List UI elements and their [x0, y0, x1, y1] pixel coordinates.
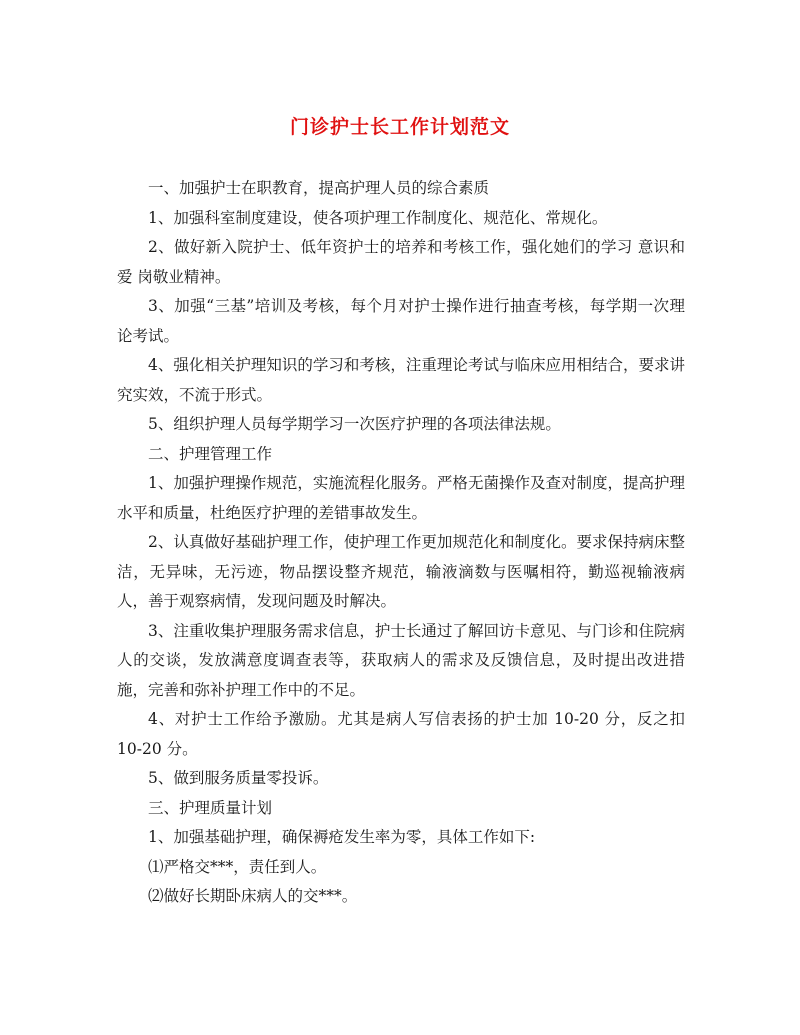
section-heading-2: 二、护理管理工作 — [148, 444, 273, 463]
section-heading-3: 三、护理质量计划 — [148, 798, 273, 817]
paragraph: 5、组织护理人员每学期学习一次医疗护理的各项法律法规。 — [148, 415, 561, 433]
paragraph: 2、认真做好基础护理工作，使护理工作更加规范化和制度化。要求保持病床整洁，无异味，无污迹，物品摆设整齐规范，输液滴数与医嘱相符，勤巡视输液病人，善于观察病情，发现问题及时解决。 — [117, 533, 685, 610]
paragraph: 3、注重收集护理服务需求信息，护士长通过了解回访卡意见、与门诊和住院病人的交谈，发放满意度调查表等，获取病人的需求及反馈信息，及时提出改进措施，完善和弥补护理工作中的不足。 — [117, 621, 685, 699]
list-item: ⑵做好长期卧床病人的交***。 — [148, 887, 358, 905]
list-item: ⑴严格交***，责任到人。 — [148, 857, 327, 876]
paragraph: 4、强化相关护理知识的学习和考核，注重理论考试与临床应用相结合，要求讲究实效，不流于形式。 — [117, 356, 685, 404]
paragraph: 4、对护士工作给予激励。尤其是病人写信表扬的护士加 10-20 分，反之扣10-20 分。 — [117, 710, 685, 758]
paragraph: 1、加强科室制度建设，使各项护理工作制度化、规范化、常规化。 — [148, 208, 608, 227]
paragraph: 5、做到服务质量零投诉。 — [148, 769, 329, 787]
section-heading-1: 一、加强护士在职教育，提高护理人员的综合素质 — [148, 179, 490, 197]
document-body — [117, 174, 685, 912]
paragraph: 1、加强基础护理，确保褥疮发生率为零，具体工作如下: — [148, 828, 536, 846]
paragraph: 2、做好新入院护士、低年资护士的培养和考核工作，强化她们的学习 意识和爱 岗敬业精神。 — [117, 238, 685, 286]
paragraph: 3、加强“三基”培训及考核，每个月对护士操作进行抽查考核，每学期一次理论考试。 — [117, 297, 685, 345]
document-title: 门诊护士长工作计划范文 — [289, 116, 510, 138]
paragraph: 1、加强护理操作规范，实施流程化服务。严格无菌操作及查对制度，提高护理水平和质量，杜绝医疗护理的差错事故发生。 — [117, 474, 685, 522]
